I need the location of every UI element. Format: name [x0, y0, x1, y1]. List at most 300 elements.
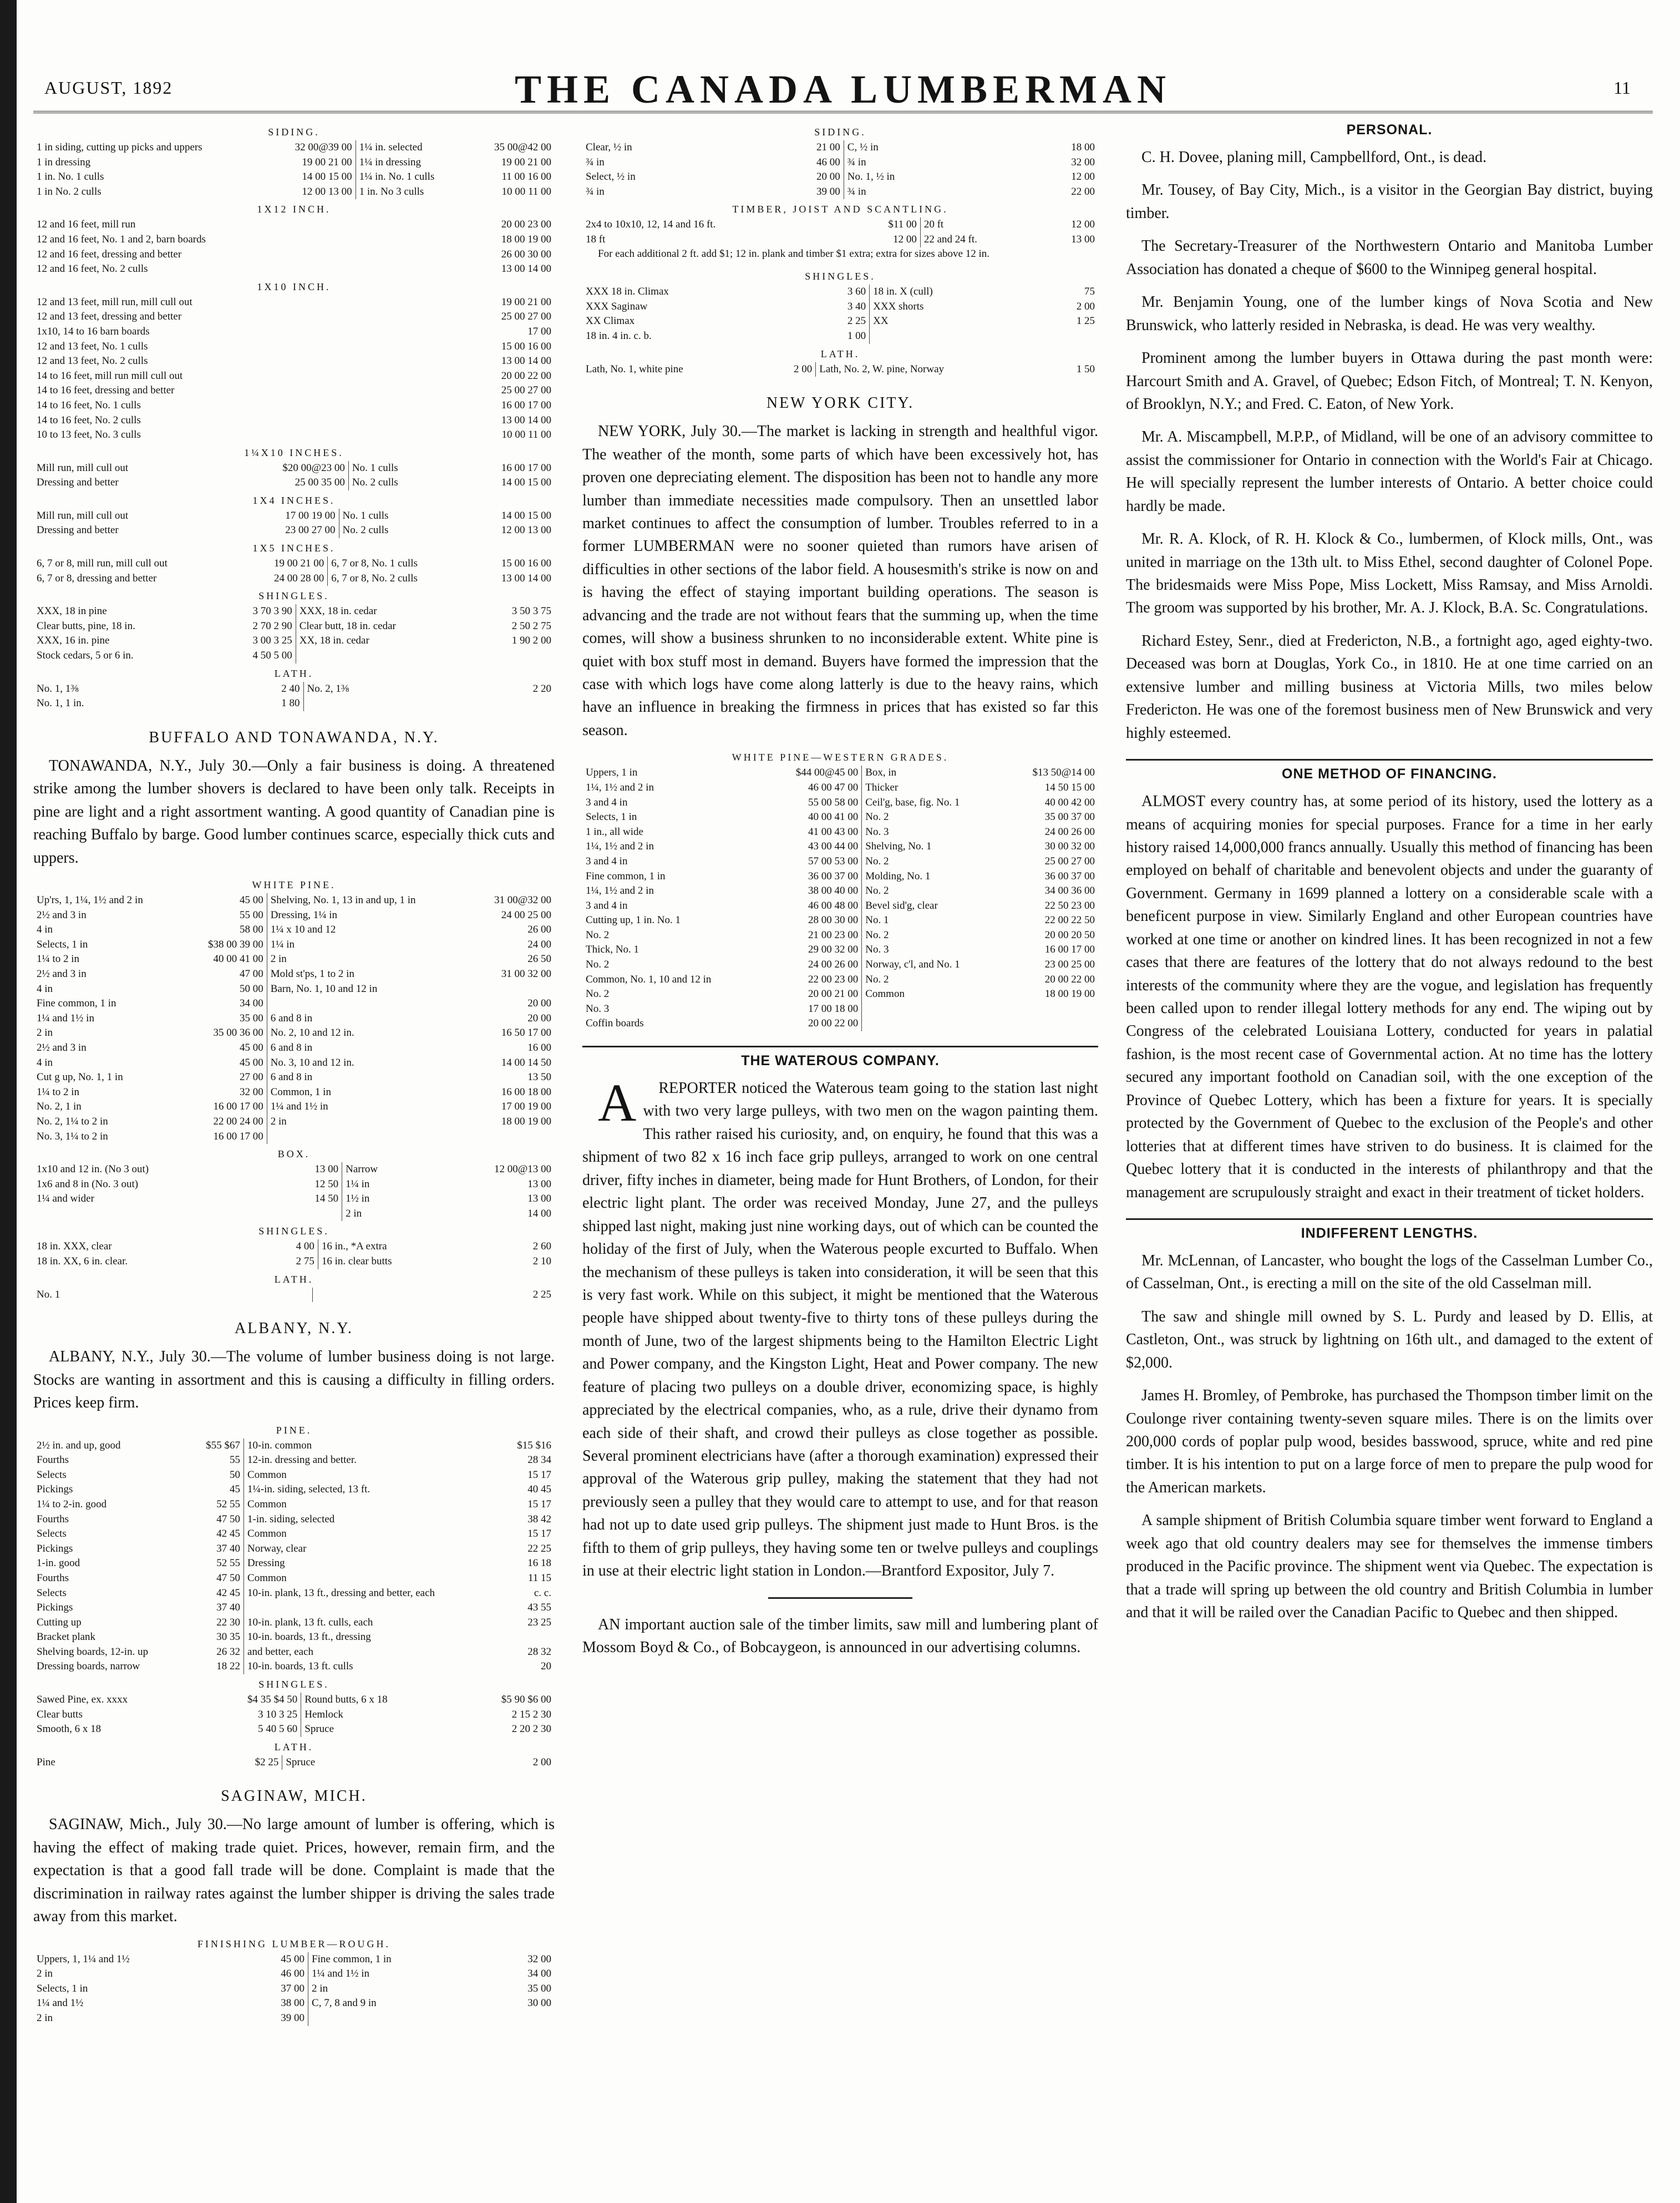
item-price: 35 00@42 00 [494, 141, 551, 153]
price-table [33, 461, 555, 490]
item-price: 17 00 19 00 [501, 1101, 551, 1113]
table-title: LATH. [274, 1741, 314, 1753]
item-name: 2 in [308, 1982, 491, 1997]
item-price: 19 00 21 00 [273, 558, 324, 570]
item-price [469, 696, 555, 711]
item-name: 20 ft [920, 217, 1038, 232]
item-name: Lath, No. 2, W. pine, Norway [816, 362, 1053, 377]
item-price: 24 00 [527, 938, 551, 950]
item-name: 12-in. dressing and better. [244, 1453, 501, 1468]
item-price: 13 00 [1071, 233, 1095, 245]
item-price: 12 50 [314, 1178, 339, 1190]
item-name: Selects [37, 1468, 67, 1481]
table-title: WHITE PINE. [252, 879, 336, 890]
item-price: 19 00 21 00 [501, 156, 551, 168]
item-price [278, 1207, 342, 1222]
table-row [33, 310, 555, 325]
item-price: 31 00 32 00 [501, 968, 551, 980]
item-name: 14 to 16 feet, No. 2 culls [37, 414, 141, 426]
table-row [582, 185, 1098, 200]
item-price: 2 15 2 30 [511, 1708, 551, 1720]
table-title: PINE. [276, 1424, 312, 1436]
item-name: No. 2, 1⅜ [303, 682, 469, 697]
article-auction: AN important auction sale of the timber limits, saw mill and lumbering plant of Mossom Boyd & Co., of Bobcaygeon, is announced in our advertising columns. [582, 1615, 1098, 1657]
item-name: Stock cedars, 5 or 6 in. [37, 650, 134, 662]
item-name: Common [244, 1527, 501, 1542]
item-name [244, 1601, 501, 1615]
item-name: No. 2 [862, 810, 1003, 825]
table-row [33, 1085, 555, 1100]
price-table [33, 1162, 555, 1221]
item-price: 47 50 [216, 1572, 241, 1584]
item-price: 15 17 [527, 1468, 551, 1481]
item-price: $55 $67 [206, 1439, 241, 1451]
table-title: WHITE PINE—WESTERN GRADES. [732, 752, 949, 763]
item-name: Fine common, 1 in [37, 997, 116, 1010]
item-name: Sawed Pine, ex. xxxx [37, 1694, 128, 1706]
item-price: 37 00 [281, 1982, 305, 1994]
item-name [862, 1002, 1003, 1017]
news-item: A sample shipment of British Columbia square timber went forward to England a week ago that old country dealers may see for themselves the immense timbers produced in the Pacific province. The shipment went via Quebec. The expectation is that a trade will spring up between the old country and British Columbia in lumber and that it will be railed over the Canadian Pacific to Quebec and then shipped. [1126, 1512, 1653, 1622]
section-heading-lengths: INDIFFERENT LENGTHS. [1126, 1218, 1653, 1242]
item-price: 20 00 22 00 [808, 1017, 859, 1030]
news-item: Prominent among the lumber buyers in Ottawa during the past month were: Harcourt Smith and A. Gravel, of Quebec; Edson Fitch, of Montreal; T. N. Kenyon, of Brooklyn, N.Y.; and Fred. C. Eaton, of New York. [1126, 350, 1653, 413]
item-price: 25 00 27 00 [1044, 855, 1095, 867]
item-price: 16 00 18 00 [501, 1086, 551, 1098]
item-name: 12 and 16 feet, No. 2 culls [37, 263, 148, 275]
item-price: 34 00 [527, 1968, 551, 1980]
item-name: Thick, No. 1 [586, 944, 639, 956]
table-title: SHINGLES. [258, 1679, 329, 1690]
table-row [33, 1100, 555, 1115]
item-name: XX [870, 314, 1036, 329]
table-row [582, 973, 1098, 987]
issue-date: AUGUST, 1892 [44, 78, 173, 98]
item-price: 14 00 15 00 [501, 477, 551, 489]
table-row [582, 217, 1098, 232]
item-name: 2½ and 3 in [37, 1041, 87, 1054]
item-name: 1¼ to 2 in [37, 953, 80, 965]
item-name: Selects [37, 1528, 67, 1540]
item-name: 1¼ to 2-in. good [37, 1498, 107, 1510]
item-name [303, 696, 469, 711]
item-name: Dressing, 1¼ in [267, 908, 470, 923]
item-price: 15 00 16 00 [501, 558, 551, 570]
item-price: c. c. [534, 1587, 551, 1599]
item-price: 47 50 [216, 1513, 241, 1525]
item-price [470, 982, 555, 997]
item-name [267, 996, 470, 1011]
section-heading-albany: ALBANY, N.Y. [235, 1320, 353, 1338]
table-row [33, 571, 555, 586]
item-name: Uppers, 1 in [586, 767, 638, 779]
item-name: 4 in [37, 1056, 53, 1068]
table-row [33, 634, 555, 649]
table-row [33, 1453, 555, 1468]
item-price: 21 00 [816, 141, 840, 153]
item-price: 16 00 17 00 [1044, 944, 1095, 956]
table-row [33, 1556, 555, 1571]
table-row [33, 247, 555, 262]
section-heading-buffalo: BUFFALO AND TONAWANDA, N.Y. [149, 728, 439, 746]
item-price: 20 00 20 50 [1044, 929, 1095, 941]
item-name: Fourths [37, 1572, 69, 1584]
item-price: $2 25 [255, 1756, 279, 1768]
item-price: 14 50 15 00 [1044, 781, 1095, 793]
item-name: 10 to 13 feet, No. 3 culls [37, 429, 141, 441]
table-row [33, 1571, 555, 1586]
item-name: 2 in [37, 1968, 53, 1980]
item-name: No. 3 [862, 943, 1003, 958]
item-name: No. 2 [586, 988, 610, 1000]
item-price: 13 00 [527, 1193, 551, 1205]
item-name: and better, each [244, 1645, 501, 1660]
item-price: 55 [230, 1454, 241, 1466]
item-price: 1 00 [847, 330, 866, 342]
item-name: 1 in dressing [37, 156, 91, 168]
table-row [33, 1722, 555, 1737]
table-title: 1X4 INCHES. [252, 494, 336, 506]
item-name: 18 in. X (cull) [870, 285, 1036, 300]
item-price: 12 00 [1071, 219, 1095, 231]
item-price: 58 00 [239, 924, 263, 936]
item-name: Common [244, 1468, 501, 1483]
item-name: 10-in. common [244, 1439, 501, 1454]
item-name: Selects [37, 1587, 67, 1599]
article-buffalo: TONAWANDA, N.Y., July 30.—Only a fair business is doing. A threatened strike among the lumber shovers is declared to have been only talk. Receipts in pine are light and a right assortment wanting. A good quantity of Canadian pine is reaching Buffalo by barge. Good lumber continues scarce, especially thick cuts and uppers. [33, 757, 555, 867]
item-price: 39 00 [816, 185, 840, 197]
table-row [33, 1177, 555, 1192]
table-title: LATH. [820, 348, 860, 359]
item-price: 20 00 [816, 171, 840, 183]
table-row [33, 1542, 555, 1557]
item-price: 26 50 [527, 953, 551, 965]
item-price: 32 00@39 00 [295, 141, 352, 153]
item-price: 37 40 [216, 1602, 241, 1614]
item-price: 2 70 2 90 [252, 620, 292, 632]
item-name: 4 in [37, 983, 53, 995]
item-name: 2 in [342, 1207, 423, 1222]
table-row [33, 1162, 555, 1177]
item-price: 41 00 43 00 [808, 826, 859, 838]
item-name: XXX Saginaw [586, 300, 648, 312]
item-price: $13 50@14 00 [1032, 767, 1095, 779]
item-price: 23 25 [527, 1616, 551, 1628]
item-price: 1 80 [281, 697, 300, 710]
item-price: 20 00 21 00 [808, 988, 859, 1000]
item-price: 11 15 [527, 1572, 551, 1584]
item-name: No. 1, 1 in. [37, 697, 84, 710]
item-name: 6 and 8 in [267, 1011, 470, 1026]
item-name: Hemlock [301, 1708, 456, 1723]
item-name: 3 and 4 in [586, 855, 628, 867]
table-title: SIDING. [268, 126, 320, 138]
item-price [261, 1288, 313, 1303]
table-row [33, 649, 555, 664]
item-name: Ceil'g, base, fig. No. 1 [862, 796, 1003, 811]
item-name: 6 and 8 in [267, 1070, 470, 1085]
section-heading-saginaw: SAGINAW, MICH. [221, 1787, 367, 1805]
item-name: Dressing [244, 1556, 501, 1571]
item-name: 1¼ in dressing [356, 155, 468, 170]
table-title: 1¼X10 INCHES. [244, 447, 344, 458]
table-row [33, 619, 555, 634]
item-name: 1x10 and 12 in. (No 3 out) [37, 1163, 149, 1176]
item-name: C, 7, 8 and 9 in [308, 1996, 491, 2011]
table-row [33, 295, 555, 310]
item-name: Mold st'ps, 1 to 2 in [267, 967, 470, 982]
item-price: 5 40 5 60 [258, 1723, 298, 1735]
item-name: 1 in siding, cutting up picks and uppers [37, 141, 202, 153]
item-name: No. 1 [862, 913, 1003, 928]
item-price: 45 00 [239, 894, 263, 906]
item-name: 3 and 4 in [586, 899, 628, 911]
item-price: 30 35 [216, 1631, 241, 1643]
item-price: 32 00 [527, 1953, 551, 1965]
table-title: 1X5 INCHES. [252, 543, 336, 554]
price-table [33, 509, 555, 538]
table-row [33, 2011, 555, 2026]
item-price: 36 00 37 00 [1044, 870, 1095, 882]
item-name: 1¼ and 1½ in [37, 1012, 94, 1024]
item-price: 13 50 [527, 1071, 551, 1083]
table-row [33, 908, 555, 923]
item-name [870, 329, 1036, 344]
item-name: Mill run, mill cull out [37, 509, 129, 521]
item-price: 2 10 [532, 1255, 551, 1268]
item-price: 35 00 37 00 [1044, 811, 1095, 823]
item-price: 46 00 [281, 1968, 305, 1980]
item-price: 20 00 [527, 1012, 551, 1024]
item-price: 24 00 26 00 [808, 959, 859, 971]
item-price: 12 00@13 00 [494, 1163, 551, 1176]
table-row [33, 556, 555, 571]
item-price: 26 32 [216, 1645, 241, 1658]
news-item: Mr. McLennan, of Lancaster, who bought the logs of the Casselman Lumber Co., of Casselman, Ont., is erecting a mill on the site of the old Casselman mill. [1126, 1252, 1653, 1293]
item-name: ¾ in [586, 185, 605, 197]
item-price: 16 50 17 00 [501, 1027, 551, 1039]
item-name: 12 and 16 feet, dressing and better [37, 248, 182, 260]
article-newyork: NEW YORK, July 30.—The market is lacking in strength and healthful vigor. The weather of the month, some parts of which have been excessively hot, has proven one depreciating element. The disposition has been not to handle any more lumber than immediate necessities made compulsory. Then an unsettled labor market continues to affect the consumption of lumber. Troubles referred to in a former LUMBERMAN were no sooner quieted than rumors have arisen of difficulties in other sections of the labor field. A housesmith's strike is now on and is having the effect of staying important building operations. The season is advancing and the trade are not without fears that the summing up, when the time comes, will show a business shrunken to no inconsiderable extent. White pine is quiet with box stuff most in demand. Buyers have formed the impression that the case with which logs have come along latterly is due to the heavy rains, which have an influence in breaking the firmness in prices that has existed so far this season. [582, 423, 1098, 739]
table-row [33, 1115, 555, 1130]
item-price: 22 00 22 50 [1044, 914, 1095, 926]
item-name: Common [244, 1571, 501, 1586]
item-price: 18 00 19 00 [501, 233, 551, 245]
table-row [582, 362, 1098, 377]
item-name: No. 2 culls [348, 475, 448, 490]
item-price: 20 00 22 00 [1044, 973, 1095, 985]
item-price: 13 00 14 00 [501, 414, 551, 426]
item-name: 4 in [37, 924, 53, 936]
item-name: Mill run, mill cull out [37, 462, 129, 474]
item-price: 17 00 18 00 [808, 1002, 859, 1015]
news-item: Richard Estey, Senr., died at Fredericton, N.B., a fortnight ago, aged eighty-two. Deceased was born at Douglas, York Co., in 1810. He at one time carried on an extensive lumber and milling business at Victoria Mills, two miles below Fredericton. He was one of the foremost business men of New Brunswick and very highly esteemed. [1126, 632, 1653, 742]
news-item: Mr. R. A. Klock, of R. H. Klock & Co., lumbermen, of Klock mills, Ont., was united in marriage on the 13th ult. to Miss Ethel, second daughter of Colonel Pope. The bridesmaids were Miss Pope, Miss Lockett, Miss Ramsay, and Miss Arnoldi. The groom was supported by his brother, Mr. A. J. Klock, B.A. Sc. Congratulations. [1126, 530, 1653, 617]
price-table [33, 1952, 555, 2026]
item-price: 43 00 44 00 [808, 840, 859, 853]
table-row [33, 1288, 555, 1303]
item-name: 1¼ in [342, 1177, 423, 1192]
table-row [33, 461, 555, 476]
item-price: 10 00 11 00 [501, 185, 551, 197]
table-row [33, 354, 555, 369]
table-row [33, 325, 555, 340]
item-price: 2 75 [296, 1255, 314, 1268]
item-name: Common, 1 in [267, 1085, 470, 1100]
item-price: 19 00 21 00 [302, 156, 352, 168]
item-name: Pine [37, 1756, 55, 1768]
table-row [582, 300, 1098, 315]
table-row [33, 475, 555, 490]
item-price: 30 00 32 00 [1044, 840, 1095, 853]
item-name: 1¼-in. siding, selected, 13 ft. [244, 1482, 501, 1497]
table-row [33, 1659, 555, 1674]
price-table [33, 140, 555, 199]
column-1 [33, 122, 555, 2026]
price-table [33, 893, 555, 1144]
item-price: 18 00 19 00 [1044, 988, 1095, 1000]
item-name: 14 to 16 feet, mill run mill cull out [37, 369, 183, 382]
item-name: No. 2, 1 in [37, 1101, 82, 1113]
item-price: 40 00 41 00 [213, 953, 263, 965]
table-row [33, 1468, 555, 1483]
item-name: 2x4 to 10x10, 12, 14 and 16 ft. [586, 219, 716, 231]
item-price: 2 50 2 75 [511, 620, 551, 632]
table-row [33, 155, 555, 170]
item-price: 46 00 [816, 156, 840, 168]
article-saginaw: SAGINAW, Mich., July 30.—No large amount of lumber is offering, which is having the effect of making trade quiet. Prices, however, remain firm, and the expectation is that a good fall trade will be done. Complaint is made that the discrimination in railway rates against the lumber shipper is driving the sales trade away from this market. [33, 1816, 555, 1926]
price-table [582, 285, 1098, 343]
item-name: 1 in. No. 1 culls [37, 171, 104, 183]
table-row [33, 140, 555, 155]
item-price: 43 55 [527, 1602, 551, 1614]
table-title: SHINGLES. [258, 1225, 329, 1237]
item-name: Shelving, No. 1, 13 in and up, 1 in [267, 893, 470, 908]
section-heading-personal: PERSONAL. [1346, 122, 1433, 138]
item-price: 3 40 [847, 300, 866, 312]
item-price: 34 00 36 00 [1044, 885, 1095, 897]
item-name: Bevel sid'g, clear [862, 899, 1003, 914]
item-price [1002, 1002, 1098, 1017]
item-price: 2 20 [532, 682, 551, 695]
table-row [582, 285, 1098, 300]
item-price: 35 00 [527, 1982, 551, 1994]
item-price: 31 00@32 00 [494, 894, 551, 906]
item-price: 12 00 13 00 [501, 524, 551, 536]
item-name: XXX, 16 in. pine [37, 635, 110, 647]
item-price: 16 00 17 00 [501, 399, 551, 411]
item-price: 40 45 [527, 1483, 551, 1496]
item-price: 13 00 14 00 [501, 355, 551, 367]
item-price: 24 00 26 00 [1044, 826, 1095, 838]
item-price: 57 00 53 00 [808, 855, 859, 867]
item-name: Norway, clear [244, 1542, 501, 1557]
news-item: James H. Bromley, of Pembroke, has purchased the Thompson timber limit on the Coulonge river containing twenty-seven square miles. There is on the limits over 200,000 cords of poplar pulp wood, besides basswood, spruce, white and red pine timber. It is his intention to put on a large force of men to prepare the pulp wood for the American markets. [1126, 1387, 1653, 1496]
item-name: Norway, c'l, and No. 1 [862, 958, 1003, 973]
item-name: 1¼ and 1½ in [308, 1967, 491, 1982]
item-price: 14 00 15 00 [302, 171, 352, 183]
item-name: 2 in [267, 1115, 470, 1130]
item-price: 17 00 19 00 [285, 509, 336, 521]
item-price: 22 25 [527, 1542, 551, 1554]
item-price [1036, 329, 1098, 344]
item-name: Clear butt, 18 in. cedar [296, 619, 475, 634]
table-row [33, 1439, 555, 1454]
item-name: Uppers, 1, 1¼ and 1½ [37, 1953, 130, 1965]
item-name: No. 3 [862, 825, 1003, 840]
price-table [582, 362, 1098, 377]
table-row [33, 682, 555, 697]
table-row [33, 1041, 555, 1056]
item-price: 52 55 [216, 1557, 241, 1569]
item-name: 6, 7 or 8, No. 1 culls [328, 556, 469, 571]
table-row [33, 923, 555, 938]
table-row [582, 810, 1098, 825]
table-row [33, 170, 555, 185]
item-price: 42 45 [216, 1587, 241, 1599]
item-name: Spruce [282, 1755, 443, 1770]
article-albany: ALBANY, N.Y., July 30.—The volume of lumber business doing is not large. Stocks are wanting in assortment and this is causing a difficulty in filling orders. Prices keep firm. [33, 1348, 555, 1412]
table-row [582, 987, 1098, 1002]
item-name: 1¼ x 10 and 12 [267, 923, 470, 938]
item-name: No. 2 [862, 973, 1003, 987]
item-name: 14 to 16 feet, dressing and better [37, 384, 175, 397]
item-price: 18 22 [216, 1660, 241, 1673]
table-title: 1X12 INCH. [257, 204, 331, 215]
table-title: SIDING. [814, 126, 866, 138]
item-price: 16 18 [527, 1557, 551, 1569]
item-name: No. 1, ½ in [844, 170, 1007, 185]
item-price: 4 50 5 00 [252, 650, 292, 662]
item-name: Cutting up [37, 1616, 82, 1628]
table-row [582, 1016, 1098, 1031]
table-row [33, 1026, 555, 1041]
table-title: SHINGLES. [258, 590, 329, 602]
item-price: 26 00 [527, 924, 551, 936]
table-row [33, 967, 555, 982]
table-row [33, 1056, 555, 1071]
table-row [33, 398, 555, 413]
item-price: 52 55 [216, 1498, 241, 1510]
item-price: 15 17 [527, 1498, 551, 1510]
item-name: 6, 7 or 8, mill run, mill cull out [37, 558, 168, 570]
item-price: 45 00 [239, 1056, 263, 1068]
section-heading-financing: ONE METHOD OF FINANCING. [1126, 759, 1653, 782]
item-price: 23 00 25 00 [1044, 959, 1095, 971]
table-row [33, 1967, 555, 1982]
table-row [33, 1130, 555, 1144]
price-table [33, 295, 555, 443]
item-name: 18 in. XX, 6 in. clear. [37, 1255, 128, 1268]
item-name: Clear, ½ in [586, 141, 632, 153]
table-row [582, 796, 1098, 811]
item-name [33, 1207, 278, 1222]
lengths-items [1126, 1249, 1653, 1624]
item-name: Smooth, 6 x 18 [37, 1723, 101, 1735]
scan-edge [0, 0, 17, 2203]
item-price: 12 00 [1071, 171, 1095, 183]
table-row [33, 1645, 555, 1660]
item-name: 1¼ and 1½ in [267, 1100, 470, 1115]
item-price: 2 60 [532, 1240, 551, 1253]
table-row [33, 1630, 555, 1645]
item-price: 38 00 40 00 [808, 885, 859, 897]
table-title: SHINGLES. [805, 271, 876, 282]
table-row [33, 1952, 555, 1967]
item-name: No. 2, 10 and 12 in. [267, 1026, 470, 1041]
item-name: Dressing and better [37, 524, 119, 536]
item-price: 23 00 27 00 [285, 524, 336, 536]
